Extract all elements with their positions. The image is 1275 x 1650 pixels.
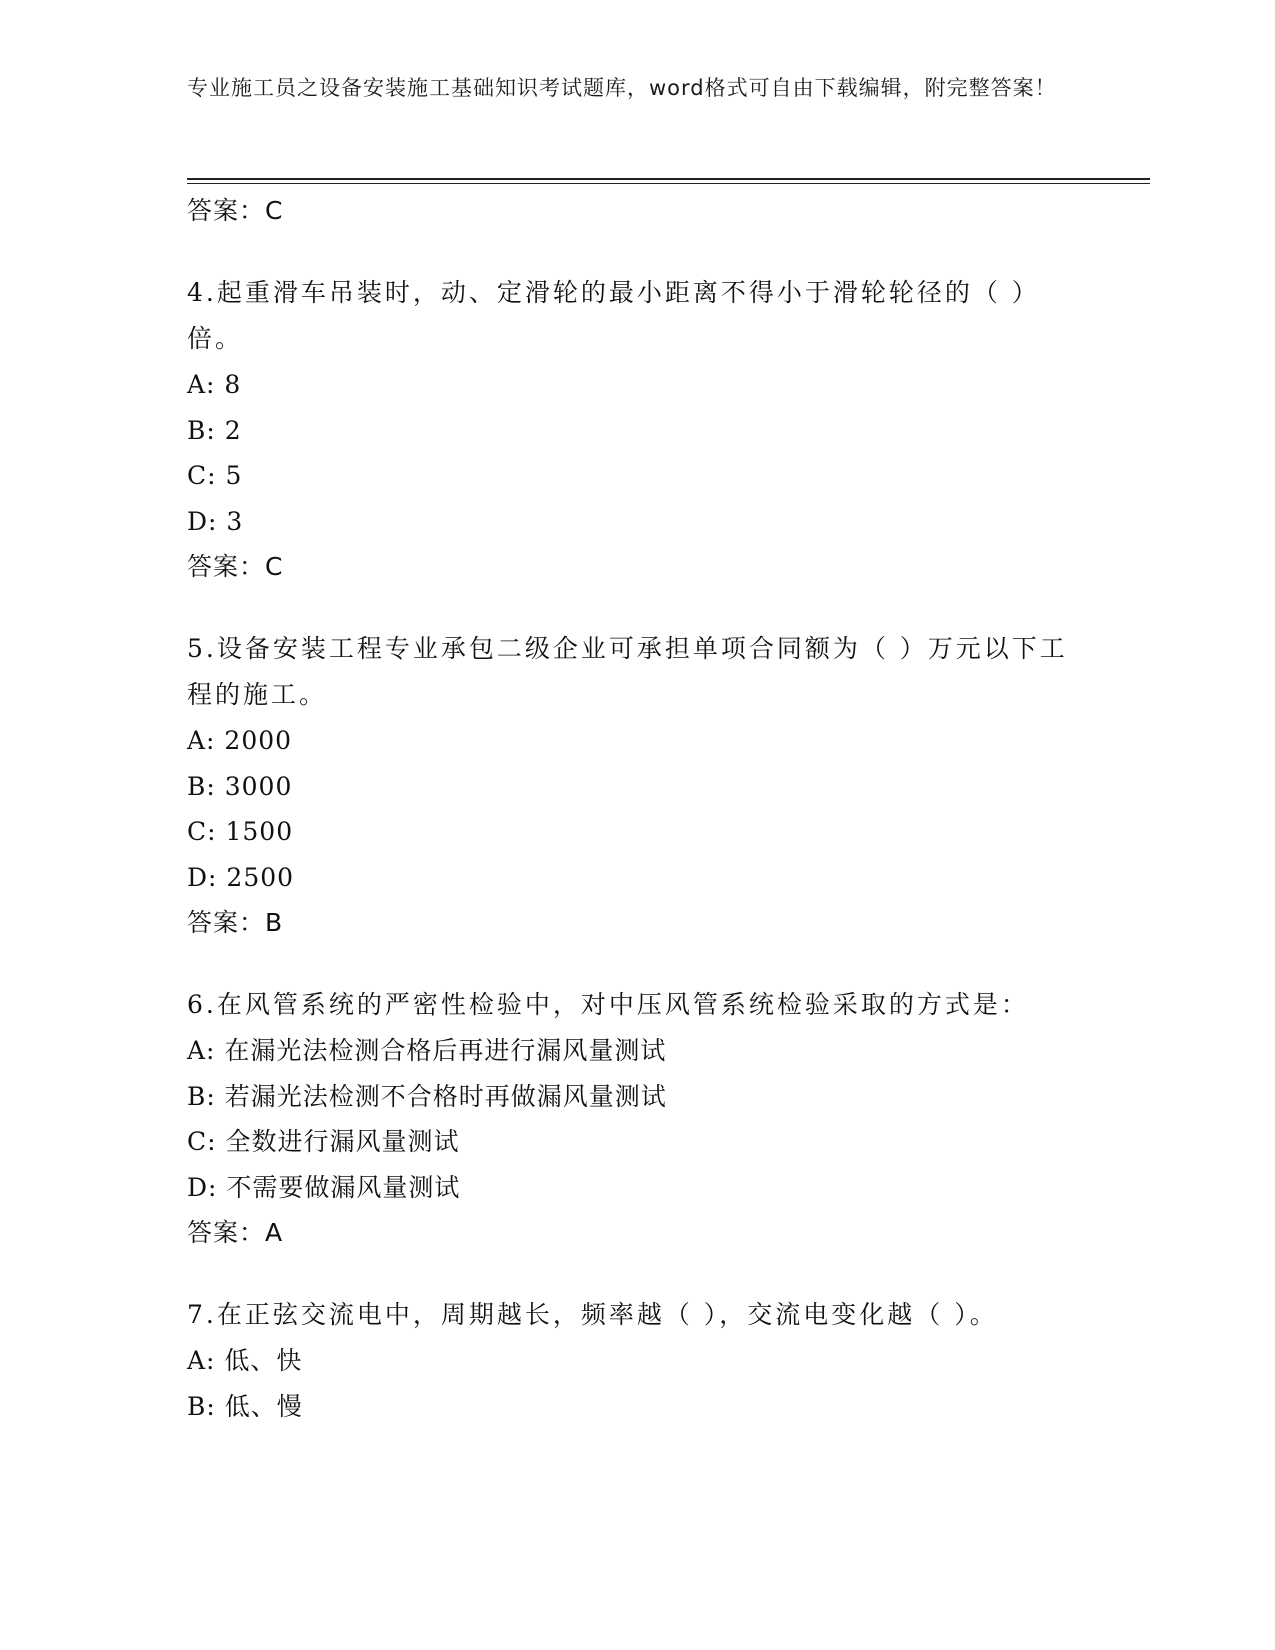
option-b: B: 低、慢 xyxy=(187,1391,303,1421)
question-text: 5.设备安装工程专业承包二级企业可承担单项合同额为（ ）万元以下工程的施工。 xyxy=(187,634,1068,709)
option-b: B: 2 xyxy=(187,415,242,445)
question-7 xyxy=(187,1292,1087,1429)
option-c: C: 5 xyxy=(187,461,243,490)
answer-line: 答案：C xyxy=(187,552,284,581)
question-text: 4.起重滑车吊装时，动、定滑轮的最小距离不得小于滑轮轮径的（ ）倍。 xyxy=(187,278,1040,353)
answer-line: 答案：B xyxy=(187,908,284,937)
question-5 xyxy=(187,626,1087,946)
option-b: B: 若漏光法检测不合格时再做漏风量测试 xyxy=(187,1081,667,1111)
question-4 xyxy=(187,270,1087,590)
option-d: D: 不需要做漏风量测试 xyxy=(187,1172,461,1202)
answer-line: 答案：C xyxy=(187,196,284,225)
option-a: A: 8 xyxy=(187,370,242,399)
question-6 xyxy=(187,982,1087,1256)
question-text: 7.在正弦交流电中，周期越长，频率越（ ），交流电变化越（ ）。 xyxy=(187,1300,998,1329)
header-rule-thick xyxy=(187,178,1150,180)
option-d: D: 3 xyxy=(187,506,244,536)
option-d: D: 2500 xyxy=(187,862,295,892)
document-header: 专业施工员之设备安装施工基础知识考试题库，word格式可自由下载编辑，附完整答案！ xyxy=(187,76,1057,100)
option-c: C: 1500 xyxy=(187,817,294,846)
answer-line: 答案：A xyxy=(187,1218,284,1247)
document-body xyxy=(187,188,1087,1429)
option-b: B: 3000 xyxy=(187,771,293,801)
header-rule-thin xyxy=(187,183,1150,184)
option-c: C: 全数进行漏风量测试 xyxy=(187,1127,460,1156)
option-a: A: 在漏光法检测合格后再进行漏风量测试 xyxy=(187,1036,667,1065)
option-a: A: 低、快 xyxy=(187,1346,303,1375)
option-a: A: 2000 xyxy=(187,726,293,755)
question-text: 6.在风管系统的严密性检验中，对中压风管系统检验采取的方式是： xyxy=(187,990,1029,1019)
